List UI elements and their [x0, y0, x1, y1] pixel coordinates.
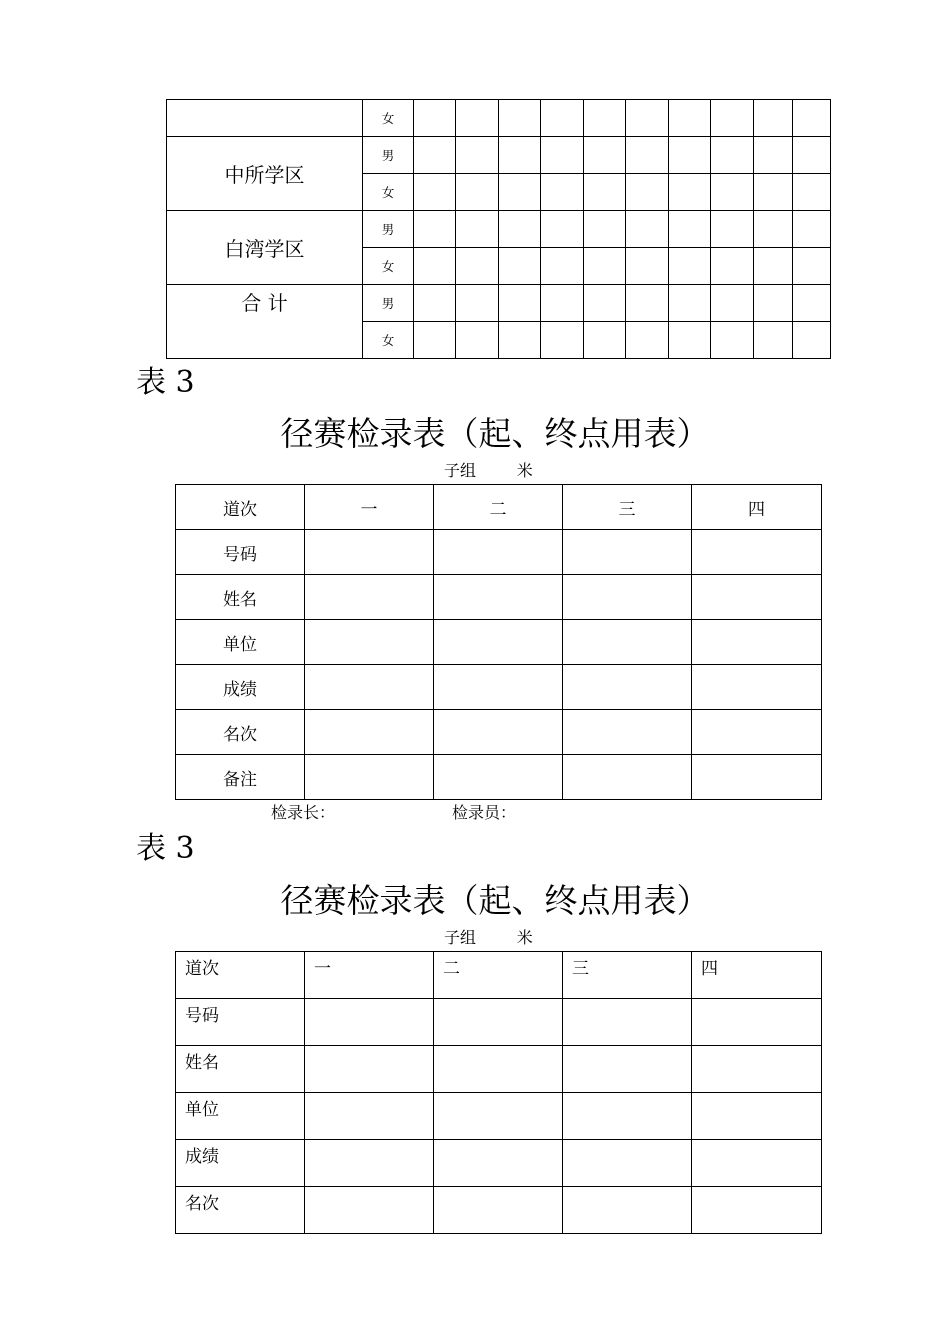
entry-cell: [434, 665, 563, 710]
entry-cell: [434, 620, 563, 665]
chief-clerk-signature: 检录长：: [271, 803, 336, 822]
gender-cell: 女: [363, 322, 414, 359]
entry-cell: [563, 1140, 692, 1187]
count-cell: [793, 248, 831, 285]
entry-cell: [563, 999, 692, 1046]
lane-number: 二: [434, 952, 563, 999]
count-cell: [711, 322, 754, 359]
table-row: [176, 575, 822, 620]
count-cell: [456, 211, 499, 248]
row-label: 姓名: [176, 575, 305, 620]
row-label: 单位: [176, 620, 305, 665]
count-cell: [414, 322, 456, 359]
row-label: 名次: [176, 1187, 305, 1234]
entry-cell: [692, 1187, 822, 1234]
count-cell: [626, 137, 669, 174]
table-row: [176, 755, 822, 800]
entry-cell: [434, 575, 563, 620]
count-cell: [414, 174, 456, 211]
table-row: [176, 530, 822, 575]
count-cell: [711, 137, 754, 174]
count-cell: [456, 174, 499, 211]
lane-number: 三: [563, 952, 692, 999]
entry-cell: [305, 710, 434, 755]
count-cell: [754, 248, 793, 285]
entry-cell: [692, 1093, 822, 1140]
count-cell: [754, 322, 793, 359]
entry-cell: [692, 1046, 822, 1093]
gender-cell: 女: [363, 248, 414, 285]
table-label-2: 表 3: [136, 831, 195, 866]
entry-cell: [692, 710, 822, 755]
district-cell: 白湾学区: [167, 211, 363, 285]
count-cell: [626, 100, 669, 137]
count-cell: [499, 174, 541, 211]
count-cell: [499, 137, 541, 174]
count-cell: [414, 137, 456, 174]
track-check-in-table: [175, 484, 822, 800]
count-cell: [793, 174, 831, 211]
count-cell: [541, 248, 584, 285]
count-cell: [754, 174, 793, 211]
form-title: 径赛检录表（起、终点用表）: [280, 414, 710, 453]
count-cell: [793, 100, 831, 137]
count-cell: [499, 285, 541, 322]
count-cell: [626, 174, 669, 211]
lane-header: 道次: [176, 952, 305, 999]
entry-cell: [305, 665, 434, 710]
entry-cell: [305, 1140, 434, 1187]
count-cell: [541, 211, 584, 248]
entry-cell: [434, 1046, 563, 1093]
entry-cell: [563, 620, 692, 665]
entry-cell: [692, 530, 822, 575]
table-row: [176, 999, 822, 1046]
count-cell: [669, 211, 711, 248]
table-row: [167, 137, 831, 174]
row-label: 成绩: [176, 665, 305, 710]
lane-number: 二: [434, 485, 563, 530]
count-cell: [626, 322, 669, 359]
count-cell: [456, 322, 499, 359]
form-subtitle-2: 子组 米: [444, 928, 533, 947]
entry-cell: [434, 530, 563, 575]
lane-number: 四: [692, 952, 822, 999]
form-title-2: 径赛检录表（起、终点用表）: [280, 881, 710, 920]
count-cell: [414, 211, 456, 248]
gender-cell: 女: [363, 100, 414, 137]
table-row: [176, 620, 822, 665]
count-cell: [584, 100, 626, 137]
table-row: [167, 211, 831, 248]
count-cell: [669, 137, 711, 174]
count-cell: [584, 137, 626, 174]
entry-cell: [563, 665, 692, 710]
count-cell: [499, 322, 541, 359]
row-label: 号码: [176, 999, 305, 1046]
count-cell: [793, 211, 831, 248]
gender-cell: 男: [363, 285, 414, 322]
count-cell: [754, 211, 793, 248]
header-row: [176, 485, 822, 530]
entry-cell: [563, 755, 692, 800]
count-cell: [626, 285, 669, 322]
count-cell: [711, 285, 754, 322]
count-cell: [499, 100, 541, 137]
district-cell: 合 计: [167, 285, 363, 359]
table-row: [167, 100, 831, 137]
entry-cell: [305, 1046, 434, 1093]
entry-cell: [305, 530, 434, 575]
entry-cell: [305, 755, 434, 800]
count-cell: [793, 137, 831, 174]
entry-cell: [692, 1140, 822, 1187]
entry-cell: [434, 710, 563, 755]
table-row: [176, 1093, 822, 1140]
entry-cell: [563, 575, 692, 620]
entry-cell: [563, 1093, 692, 1140]
count-cell: [793, 285, 831, 322]
table-row: [176, 710, 822, 755]
count-cell: [584, 248, 626, 285]
lane-number: 一: [305, 485, 434, 530]
table-row: [176, 1140, 822, 1187]
lane-header: 道次: [176, 485, 305, 530]
count-cell: [414, 285, 456, 322]
entry-cell: [305, 620, 434, 665]
count-cell: [793, 322, 831, 359]
gender-cell: 男: [363, 137, 414, 174]
count-cell: [499, 248, 541, 285]
entry-cell: [434, 755, 563, 800]
count-cell: [754, 137, 793, 174]
row-label: 号码: [176, 530, 305, 575]
count-cell: [711, 248, 754, 285]
table-row: [167, 285, 831, 322]
entry-cell: [434, 999, 563, 1046]
count-cell: [456, 285, 499, 322]
lane-number: 四: [692, 485, 822, 530]
entry-cell: [305, 1093, 434, 1140]
gender-cell: 女: [363, 174, 414, 211]
district-cell: 中所学区: [167, 137, 363, 211]
count-cell: [456, 248, 499, 285]
count-cell: [626, 211, 669, 248]
entry-cell: [305, 575, 434, 620]
count-cell: [499, 211, 541, 248]
lane-number: 一: [305, 952, 434, 999]
count-cell: [669, 100, 711, 137]
count-cell: [414, 100, 456, 137]
entry-cell: [305, 999, 434, 1046]
count-cell: [669, 285, 711, 322]
row-label: 成绩: [176, 1140, 305, 1187]
entry-cell: [692, 665, 822, 710]
track-check-in-table-2: [175, 951, 822, 1234]
count-cell: [456, 137, 499, 174]
form-subtitle: 子组 米: [444, 461, 533, 480]
row-label: 名次: [176, 710, 305, 755]
entry-cell: [692, 755, 822, 800]
count-cell: [541, 285, 584, 322]
entry-cell: [434, 1187, 563, 1234]
entry-cell: [692, 620, 822, 665]
row-label: 姓名: [176, 1046, 305, 1093]
gender-cell: 男: [363, 211, 414, 248]
count-cell: [754, 100, 793, 137]
entry-cell: [305, 1187, 434, 1234]
registration-count-table: [166, 99, 831, 359]
entry-cell: [563, 1046, 692, 1093]
count-cell: [541, 100, 584, 137]
count-cell: [669, 248, 711, 285]
count-cell: [541, 137, 584, 174]
lane-number: 三: [563, 485, 692, 530]
entry-cell: [563, 530, 692, 575]
entry-cell: [692, 575, 822, 620]
table-row: [176, 1187, 822, 1234]
count-cell: [541, 174, 584, 211]
entry-cell: [563, 710, 692, 755]
entry-cell: [434, 1140, 563, 1187]
table-row: [176, 665, 822, 710]
count-cell: [711, 211, 754, 248]
count-cell: [584, 322, 626, 359]
count-cell: [584, 174, 626, 211]
entry-cell: [563, 1187, 692, 1234]
table-label: 表 3: [136, 365, 195, 400]
count-cell: [414, 248, 456, 285]
count-cell: [711, 100, 754, 137]
count-cell: [626, 248, 669, 285]
count-cell: [711, 174, 754, 211]
district-cell: [167, 100, 363, 137]
count-cell: [669, 174, 711, 211]
count-cell: [669, 322, 711, 359]
count-cell: [584, 285, 626, 322]
count-cell: [754, 285, 793, 322]
count-cell: [584, 211, 626, 248]
count-cell: [456, 100, 499, 137]
table-row: [176, 1046, 822, 1093]
row-label: 单位: [176, 1093, 305, 1140]
entry-cell: [692, 999, 822, 1046]
header-row: [176, 952, 822, 999]
entry-cell: [434, 1093, 563, 1140]
row-label: 备注: [176, 755, 305, 800]
count-cell: [541, 322, 584, 359]
clerk-signature: 检录员：: [452, 803, 517, 822]
